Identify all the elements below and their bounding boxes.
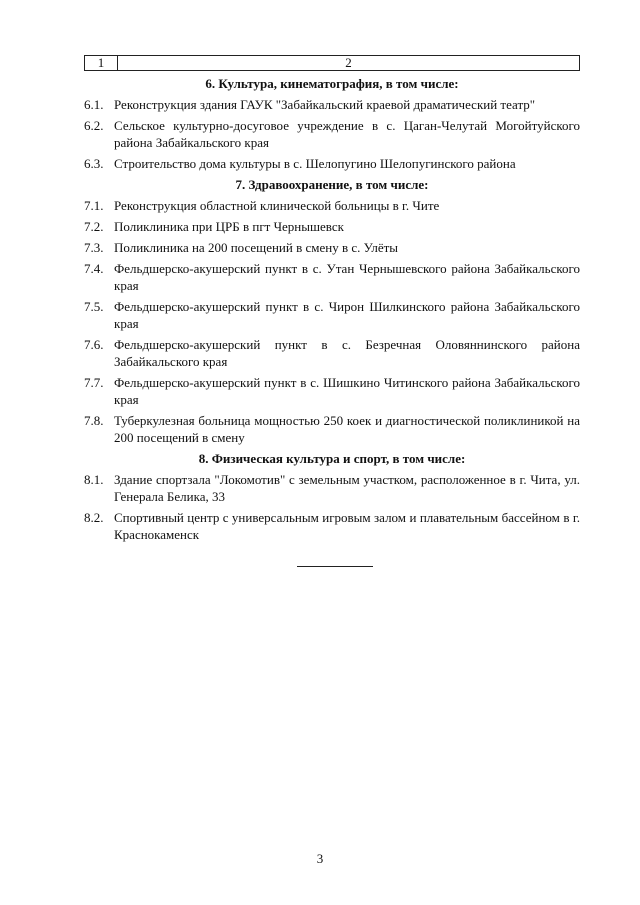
list-item <box>84 117 580 151</box>
section-title-culture: 6. Культура, кинематография, в том числе: <box>205 76 459 91</box>
section-title-sport: 8. Физическая культура и спорт, в том числе: <box>198 451 466 466</box>
item-number: 6.2. <box>84 118 104 133</box>
item-number: 7.2. <box>84 219 104 234</box>
item-number: 7.4. <box>84 261 104 276</box>
list-item <box>84 471 580 505</box>
item-text: Поликлиника при ЦРБ в пгт Чернышевск <box>114 219 344 234</box>
list-item <box>84 260 580 294</box>
list-item <box>84 509 580 543</box>
column-header-2: 2 <box>345 55 352 70</box>
item-number: 6.1. <box>84 97 104 112</box>
item-number: 8.2. <box>84 510 104 525</box>
item-number: 6.3. <box>84 156 104 171</box>
list-item <box>84 374 580 408</box>
list-item <box>84 336 580 370</box>
item-text: Реконструкция здания ГАУК "Забайкальский краевой драматический театр" <box>114 97 536 112</box>
item-text: Поликлиника на 200 посещений в смену в с. Улёты <box>114 240 399 255</box>
column-header-1: 1 <box>85 56 118 70</box>
item-number: 7.8. <box>84 413 104 428</box>
item-text: Фельдшерско-акушерский пункт в с. Утан Чернышевского района Забайкальского края <box>114 261 580 293</box>
item-text: Фельдшерско-акушерский пункт в с. Безречная Оловяннинского района Забайкальского края <box>114 337 580 369</box>
item-number: 7.5. <box>84 299 104 314</box>
column-header-table <box>84 55 580 71</box>
list-item <box>84 412 580 446</box>
item-text: Туберкулезная больница мощностью 250 коек и диагностической поликлиникой на 200 посещений в смену <box>114 413 580 445</box>
section-title-healthcare: 7. Здравоохранение, в том числе: <box>235 177 429 192</box>
item-number: 7.1. <box>84 198 104 213</box>
document-body <box>84 75 580 547</box>
list-item <box>84 155 580 172</box>
item-text: Спортивный центр с универсальным игровым залом и плавательным бассейном в г. Краснокаменск <box>114 510 580 542</box>
item-text: Фельдшерско-акушерский пункт в с. Чирон Шилкинского района Забайкальского края <box>114 299 580 331</box>
list-item <box>84 197 580 214</box>
page-number: 3 <box>316 851 324 866</box>
item-number: 7.6. <box>84 337 104 352</box>
list-item <box>84 96 580 113</box>
list-item <box>84 218 580 235</box>
item-number: 7.3. <box>84 240 104 255</box>
item-text: Реконструкция областной клинической больницы в г. Чите <box>114 198 440 213</box>
item-text: Фельдшерско-акушерский пункт в с. Шишкино Читинского района Забайкальского края <box>114 375 580 407</box>
item-text: Здание спортзала "Локомотив" с земельным участком, расположенное в г. Чита, ул. Генерала Белика, 33 <box>114 472 580 504</box>
list-item <box>84 239 580 256</box>
item-text: Сельское культурно-досуговое учреждение в с. Цаган-Челутай Могойтуйского района Забайкальского края <box>114 118 580 150</box>
list-item <box>84 298 580 332</box>
item-number: 8.1. <box>84 472 104 487</box>
item-text: Строительство дома культуры в с. Шелопугино Шелопугинского района <box>114 156 516 171</box>
item-number: 7.7. <box>84 375 104 390</box>
section-divider <box>297 566 373 567</box>
